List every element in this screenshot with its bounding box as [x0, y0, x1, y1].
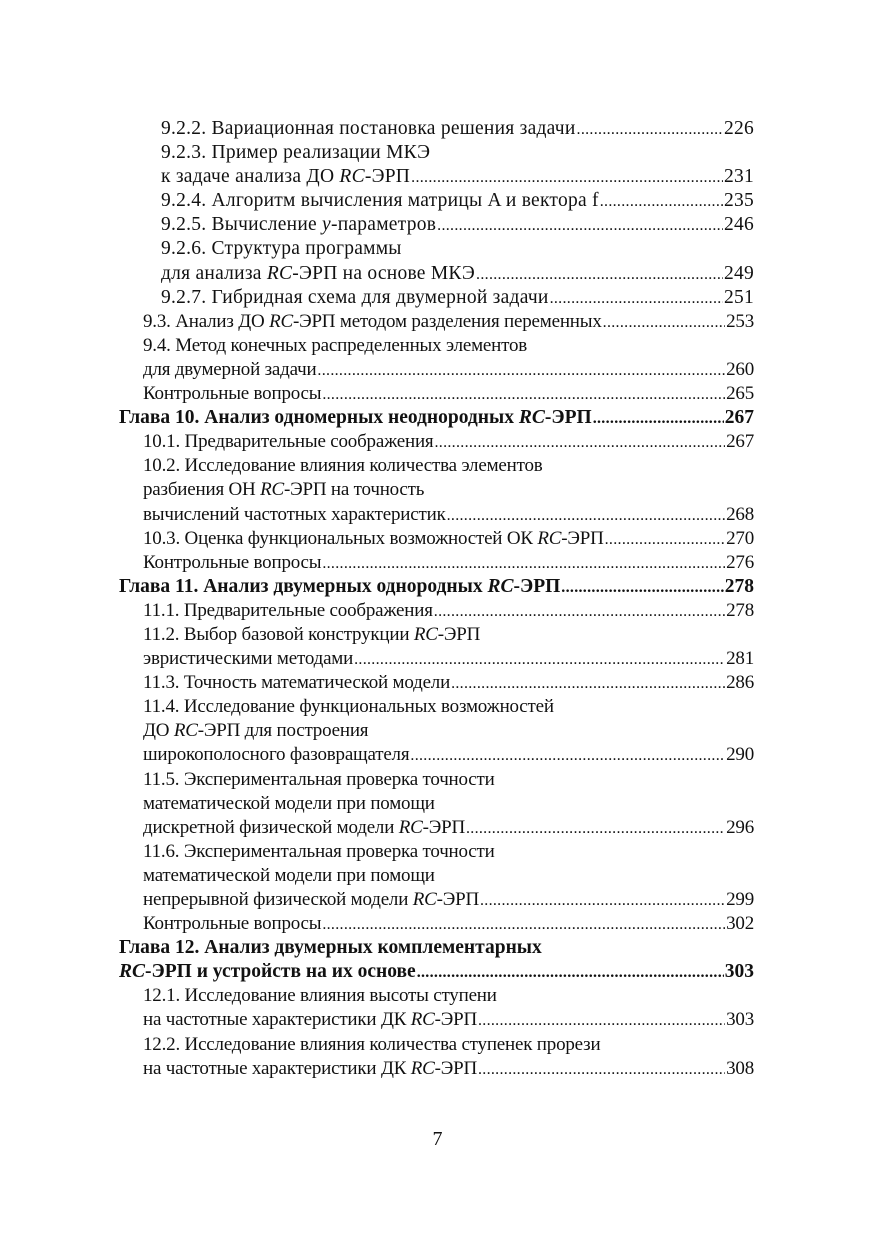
- toc-entry-line: [119, 406, 754, 430]
- toc-entry-line: [119, 1057, 754, 1081]
- toc-entry-title: 11.2. Выбор базовой конструкции RC-ЭРП: [143, 623, 481, 645]
- toc-entry-title: к задаче анализа ДО RC-ЭРП: [161, 166, 411, 188]
- dot-leader: [434, 431, 725, 455]
- toc-entry-line: [119, 960, 754, 984]
- toc-page-number: 265: [726, 383, 754, 405]
- dot-leader: [447, 504, 725, 528]
- table-of-contents: [119, 117, 754, 1081]
- toc-entry-line: [119, 262, 754, 286]
- toc-page-number: 268: [726, 503, 754, 525]
- dot-leader: [478, 1009, 725, 1033]
- toc-entry-title: 11.3. Точность математической модели: [143, 672, 451, 694]
- toc-page-number: 302: [726, 913, 754, 935]
- toc-entry-title: 10.3. Оценка функциональных возможностей ОК RC-ЭРП: [143, 527, 604, 549]
- toc-entry-title: 9.2.2. Вариационная постановка решения задачи: [161, 118, 576, 139]
- toc-entry: [119, 599, 754, 623]
- dot-leader: [410, 744, 725, 768]
- toc-entry-title: для анализа RC-ЭРП на основе МКЭ: [161, 262, 476, 284]
- toc-entry: [119, 286, 754, 310]
- toc-entry: [119, 454, 754, 526]
- dot-leader: [577, 118, 723, 142]
- toc-entry-title: на частотные характеристики ДК RC-ЭРП: [143, 1009, 477, 1031]
- dot-leader: [434, 600, 725, 624]
- toc-entry-line: [119, 310, 754, 334]
- toc-chapter-entry: [119, 575, 754, 599]
- toc-entry-title: 10.1. Предварительные соображения: [143, 431, 434, 453]
- toc-page-number: 267: [726, 431, 754, 453]
- toc-entry-line: [119, 1008, 754, 1032]
- toc-entry-line: [119, 141, 754, 165]
- dot-leader: [600, 190, 723, 214]
- toc-page-number: 290: [726, 744, 754, 766]
- toc-entry: [119, 671, 754, 695]
- toc-entry-line: [119, 237, 754, 261]
- toc-page-number: 251: [724, 286, 754, 308]
- toc-entry-line: [119, 430, 754, 454]
- toc-entry-title: 11.1. Предварительные соображения: [143, 599, 433, 621]
- toc-page-number: 235: [724, 190, 754, 212]
- toc-entry-title: 12.2. Исследование влияния количества ступенек прорези: [143, 1033, 601, 1055]
- toc-entry: [119, 141, 754, 189]
- toc-entry-line: [119, 671, 754, 695]
- toc-entry-title: непрерывной физической модели RC-ЭРП: [143, 889, 479, 910]
- toc-entry-title: 9.2.6. Структура программы: [161, 238, 402, 260]
- toc-entry-title: Контрольные вопросы: [143, 383, 322, 405]
- toc-entry-line: [119, 840, 754, 864]
- toc-page-number: 303: [726, 1009, 754, 1031]
- dot-leader: [561, 576, 723, 600]
- toc-entry: [119, 189, 754, 213]
- toc-entry-title: 11.4. Исследование функциональных возможностей: [143, 696, 554, 718]
- toc-entry-title: 9.3. Анализ ДО RC-ЭРП методом разделения переменных: [143, 310, 602, 332]
- dot-leader: [550, 287, 723, 311]
- toc-page-number: 281: [726, 648, 754, 670]
- toc-entry-line: [119, 719, 754, 743]
- toc-page-number: 246: [724, 214, 754, 236]
- toc-entry-title: для двумерной задачи: [143, 358, 317, 380]
- toc-entry-line: [119, 695, 754, 719]
- dot-leader: [317, 359, 725, 383]
- toc-entry-line: [119, 286, 754, 310]
- toc-entry: [119, 117, 754, 141]
- toc-entry: [119, 623, 754, 671]
- toc-page-number: 226: [724, 118, 754, 139]
- toc-entry-title: ДО RC-ЭРП для построения: [143, 720, 369, 742]
- toc-entry-title: вычислений частотных характеристик: [143, 503, 446, 525]
- toc-entry-title: на частотные характеристики ДК RC-ЭРП: [143, 1057, 477, 1079]
- toc-entry-line: [119, 1033, 754, 1057]
- toc-entry-title: 11.5. Экспериментальная проверка точности: [143, 768, 495, 790]
- toc-entry-title: Контрольные вопросы: [143, 913, 322, 935]
- toc-entry-line: [119, 382, 754, 406]
- toc-entry: [119, 237, 754, 285]
- toc-page-number: 276: [726, 551, 754, 573]
- toc-entry-title: 9.2.5. Вычисление y-параметров: [161, 214, 437, 236]
- dot-leader: [417, 961, 724, 985]
- toc-page-number: 249: [724, 262, 754, 284]
- dot-leader: [437, 214, 723, 238]
- toc-chapter-entry: [119, 406, 754, 430]
- toc-entry-line: [119, 165, 754, 189]
- dot-leader: [603, 311, 725, 335]
- toc-entry-line: [119, 647, 754, 671]
- toc-page-number: 231: [724, 166, 754, 188]
- toc-entry-title: Глава 12. Анализ двумерных комплементарных: [119, 937, 542, 959]
- toc-entry-line: [119, 189, 754, 213]
- dot-leader: [354, 648, 725, 672]
- toc-entry-line: [119, 527, 754, 551]
- toc-entry-title: Глава 11. Анализ двумерных однородных RC-ЭРП: [119, 575, 561, 597]
- toc-page-number: 278: [726, 599, 754, 621]
- dot-leader: [451, 672, 725, 696]
- toc-entry-line: [119, 864, 754, 888]
- dot-leader: [476, 263, 723, 287]
- toc-page-number: 296: [726, 816, 754, 838]
- toc-entry-title: математической модели при помощи: [143, 864, 435, 886]
- page-number: 7: [432, 1128, 443, 1150]
- toc-entry-line: [119, 743, 754, 767]
- toc-entry: [119, 984, 754, 1032]
- toc-entry-line: [119, 912, 754, 936]
- toc-entry-line: [119, 768, 754, 792]
- toc-entry-line: [119, 334, 754, 358]
- toc-entry-line: [119, 213, 754, 237]
- toc-entry-line: [119, 623, 754, 647]
- toc-entry-title: 10.2. Исследование влияния количества элементов: [143, 455, 543, 477]
- toc-entry: [119, 695, 754, 767]
- toc-entry: [119, 840, 754, 912]
- toc-entry: [119, 768, 754, 840]
- toc-entry-title: 9.2.7. Гибридная схема для двумерной задачи: [161, 286, 549, 308]
- toc-entry: [119, 382, 754, 406]
- toc-entry: [119, 430, 754, 454]
- toc-entry-title: 12.1. Исследование влияния высоты ступени: [143, 985, 497, 1007]
- toc-chapter-entry: [119, 936, 754, 984]
- toc-entry-title: Контрольные вопросы: [143, 551, 322, 573]
- toc-entry-line: [119, 936, 754, 960]
- dot-leader: [322, 913, 725, 937]
- dot-leader: [593, 407, 724, 431]
- toc-entry-line: [119, 816, 754, 840]
- toc-entry: [119, 1033, 754, 1081]
- toc-entry: [119, 527, 754, 551]
- toc-entry-title: дискретной физической модели RC-ЭРП: [143, 816, 465, 838]
- toc-entry-line: [119, 551, 754, 575]
- toc-page-number: 299: [726, 889, 754, 910]
- dot-leader: [480, 889, 725, 913]
- toc-entry-title: математической модели при помощи: [143, 792, 435, 814]
- toc-entry: [119, 334, 754, 382]
- toc-entry-title: 11.6. Экспериментальная проверка точности: [143, 840, 495, 862]
- toc-entry-title: 9.2.3. Пример реализации МКЭ: [161, 142, 431, 164]
- dot-leader: [466, 817, 725, 841]
- toc-entry-title: 9.2.4. Алгоритм вычисления матрицы A и вектора f: [161, 190, 599, 212]
- toc-entry-line: [119, 888, 754, 912]
- toc-entry-title: широкополосного фазовращателя: [143, 744, 410, 766]
- toc-entry-line: [119, 792, 754, 816]
- toc-entry: [119, 310, 754, 334]
- toc-entry-title: Глава 10. Анализ одномерных неоднородных RC-ЭРП: [119, 407, 592, 429]
- toc-page-number: 278: [724, 575, 754, 597]
- toc-entry-line: [119, 358, 754, 382]
- dot-leader: [411, 166, 723, 190]
- toc-entry-line: [119, 599, 754, 623]
- toc-entry-title: эвристическими методами: [143, 648, 354, 670]
- toc-page-number: 270: [726, 527, 754, 549]
- dot-leader: [605, 528, 725, 552]
- dot-leader: [322, 383, 725, 407]
- toc-entry: [119, 551, 754, 575]
- toc-entry-line: [119, 117, 754, 141]
- toc-page-number: 308: [726, 1057, 754, 1079]
- toc-entry-title: разбиения ОН RC-ЭРП на точность: [143, 479, 425, 501]
- dot-leader: [478, 1058, 725, 1082]
- toc-entry-title: 9.4. Метод конечных распределенных элементов: [143, 334, 528, 356]
- toc-entry-line: [119, 503, 754, 527]
- toc-entry: [119, 912, 754, 936]
- dot-leader: [322, 552, 725, 576]
- toc-page-number: 253: [726, 310, 754, 332]
- toc-page-number: 260: [726, 358, 754, 380]
- toc-entry-line: [119, 454, 754, 478]
- toc-page-number: 286: [726, 672, 754, 694]
- toc-page-number: 267: [724, 407, 754, 429]
- toc-entry: [119, 213, 754, 237]
- toc-entry-line: [119, 575, 754, 599]
- toc-entry-line: [119, 478, 754, 502]
- toc-page-number: 303: [724, 961, 754, 983]
- toc-entry-line: [119, 984, 754, 1008]
- toc-entry-title: RC-ЭРП и устройств на их основе: [119, 961, 416, 983]
